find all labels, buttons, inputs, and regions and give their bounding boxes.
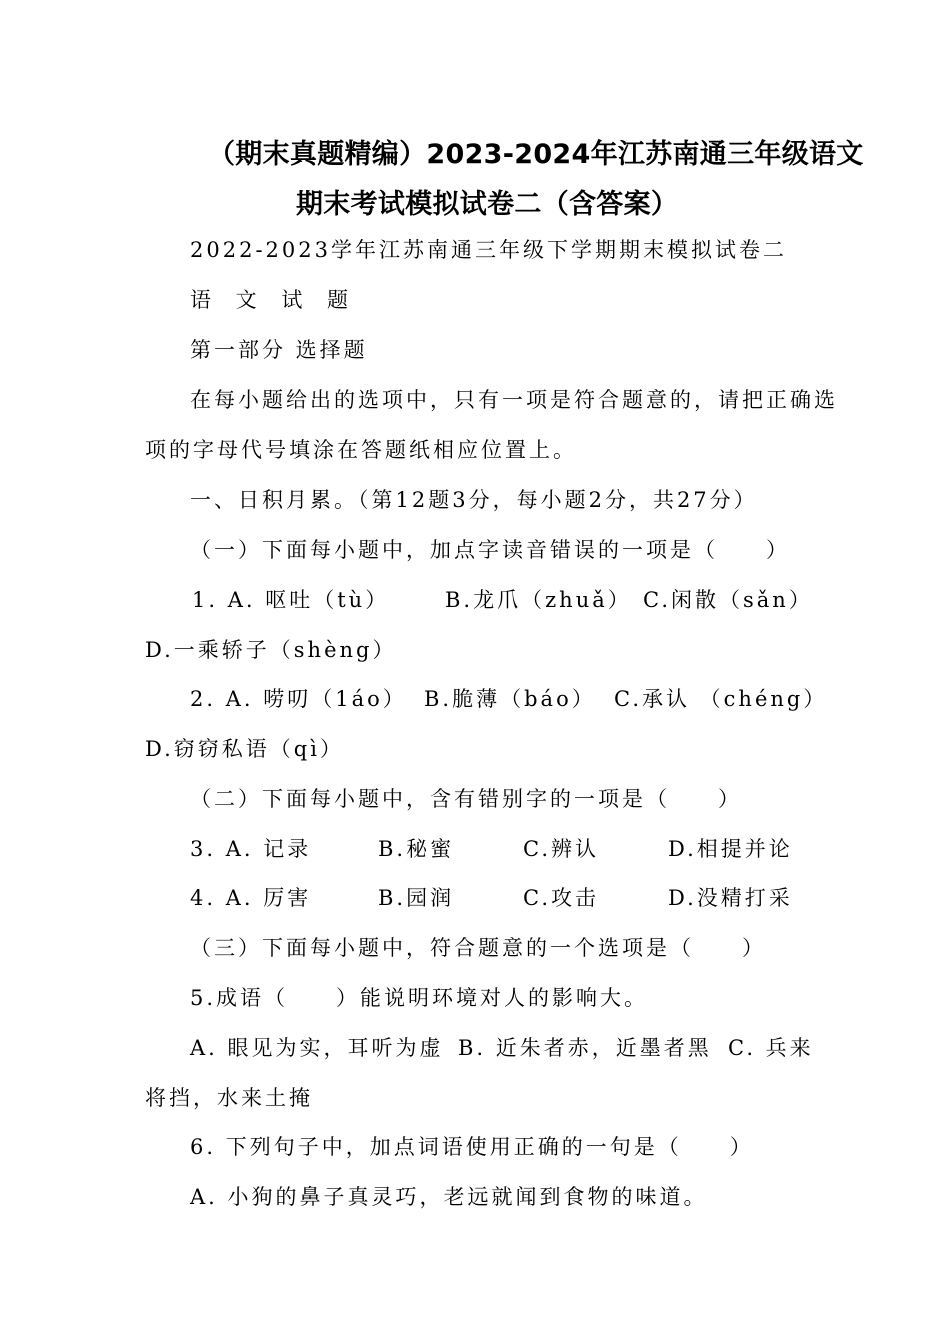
q5-stem: 5.成语（ ）能说明环境对人的影响大。 <box>190 986 649 1010</box>
q6-option-a: A. 小狗的鼻子真灵巧，老远就闻到食物的味道。 <box>190 1185 708 1209</box>
title-line-2: 期末考试模拟试卷二（含答案） <box>296 189 679 220</box>
sub-section-three: （三）下面每小题中，符合题意的一个选项是（ ） <box>190 936 766 960</box>
q5-option-a: A. 眼见为实，耳听为虚 <box>190 1036 444 1060</box>
q4-option-b: B.园润 <box>378 886 455 910</box>
q4-option-c: C.攻击 <box>523 886 599 910</box>
q5-option-c: C. 兵来 <box>728 1036 814 1060</box>
q1-option-c: C.闲散（sǎn） <box>643 588 813 612</box>
title-line-1: （期末真题精编）2023-2024年江苏南通三年级语文 <box>208 139 864 170</box>
q2-option-a: 2. A. 唠叨（1áo） <box>190 687 407 711</box>
subtitle: 2022-2023学年江苏南通三年级下学期期末模拟试卷二 <box>190 238 787 262</box>
q4-option-d: D.没精打采 <box>668 886 793 910</box>
instruction-line-1: 在每小题给出的选项中，只有一项是符合题意的，请把正确选 <box>190 388 838 412</box>
q3-option-a: 3. A. 记录 <box>190 837 312 861</box>
q3-option-d: D.相提并论 <box>668 837 793 861</box>
subject-heading: 语 文 试 题 <box>190 288 358 312</box>
sub-section-one: （一）下面每小题中，加点字读音错误的一项是（ ） <box>190 538 790 562</box>
q5-option-b: B. 近朱者赤，近墨者黑 <box>458 1036 712 1060</box>
q3-option-b: B.秘蜜 <box>378 837 455 861</box>
section-one-heading: 一、日积月累。（第12题3分，每小题2分，共27分） <box>190 488 758 512</box>
instruction-line-2: 项的字母代号填涂在答题纸相应位置上。 <box>145 438 577 462</box>
q3-option-c: C.辨认 <box>523 837 599 861</box>
q2-option-d: D.窃窃私语（qì） <box>145 737 344 761</box>
sub-section-two: （二）下面每小题中，含有错别字的一项是（ ） <box>190 787 742 811</box>
q5-option-c-continued: 将挡，水来土掩 <box>145 1086 313 1110</box>
q1-option-b: B.龙爪（zhuǎ） <box>445 588 632 612</box>
q2-option-b: B.脆薄（báo） <box>424 687 596 711</box>
q6-stem: 6. 下列句子中，加点词语使用正确的一句是（ ） <box>190 1135 754 1159</box>
q2-option-c: C.承认 （chéng） <box>614 687 828 711</box>
q1-option-a: 1. A. 呕吐（tù） <box>192 588 390 612</box>
q4-option-a: 4. A. 厉害 <box>190 886 312 910</box>
q1-option-d: D.一乘轿子（shèng） <box>145 638 397 662</box>
part-one-heading: 第一部分 选择题 <box>190 338 368 362</box>
